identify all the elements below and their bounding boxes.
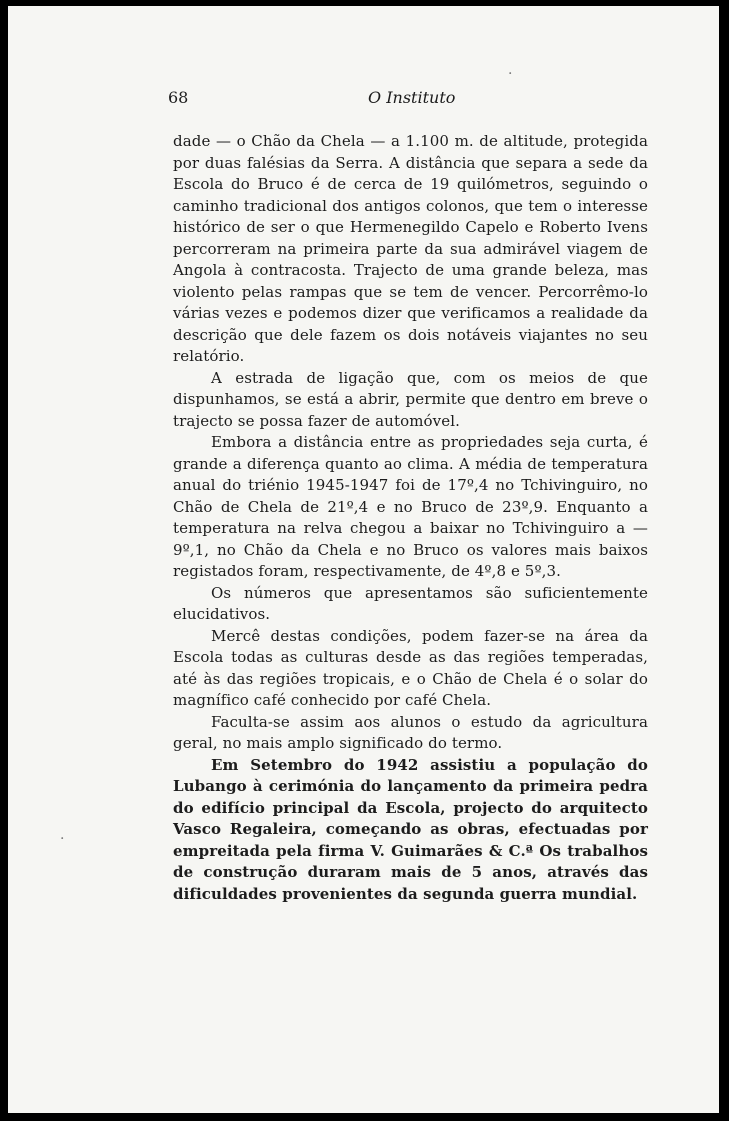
scan-speck: · (508, 66, 513, 82)
paragraph-4: Os números que apresentamos são suficientemente elucidativos. (173, 583, 648, 623)
paragraph-5: Mercê destas condições, podem fazer-se na área da Escola todas as culturas desde as das regiões temperadas, até às das regiões tropicais, e o Chão de Chela é o solar do magnífico café conhecido por café Chela. (173, 626, 648, 709)
scan-speck: · (60, 831, 65, 847)
book-page (8, 6, 719, 1113)
page-number: 68 (168, 88, 189, 107)
paragraph-6: Faculta-se assim aos alunos o estudo da agricultura geral, no mais amplo significado do termo. (173, 712, 648, 752)
journal-title: O Instituto (368, 88, 456, 107)
paragraph-1: dade — o Chão da Chela — a 1.100 m. de altitude, protegida por duas falésias da Serra. A distância que separa a sede da Escola do Bruco é de cerca de 19 quilómetros, seguindo o caminho tradicional dos antigos colonos, que tem o interesse histórico de ser o que Hermenegildo Capelo e Roberto Ivens percorreram na primeira parte da sua admirável viagem de Angola à contracosta. Trajecto de uma grande beleza, mas violento pelas rampas que se tem de vencer. Percorrêmo-lo várias vezes e podemos dizer que verificamos a realidade da descrição que dele fazem os dois notáveis viajantes no seu relatório. (173, 132, 648, 365)
running-head (168, 88, 650, 112)
paragraph-7: Em Setembro do 1942 assistiu a população do Lubango à cerimónia do lançamento da primeira pedra do edifício principal da Escola, projecto do arquitecto Vasco Regaleira, começando as obras, efectuadas por empreitada pela firma V. Guimarães & C.ª Os trabalhos de construção duraram mais de 5 anos, através das dificuldades provenientes da segunda guerra mundial. (173, 755, 648, 903)
paragraph-2: A estrada de ligação que, com os meios de que dispunhamos, se está a abrir, permite que dentro em breve o trajecto se possa fazer de automóvel. (173, 368, 648, 430)
paragraph-3: Embora a distância entre as propriedades seja curta, é grande a diferença quanto ao clima. A média de temperatura anual do triénio 1945-1947 foi de 17º,4 no Tchivinguiro, no Chão de Chela de 21º,4 e no Bruco de 23º,9. Enquanto a temperatura na relva chegou a baixar no Tchivinguiro a —9º,1, no Chão da Chela e no Bruco os valores mais baixos registados foram, respectivamente, de 4º,8 e 5º,3. (173, 433, 648, 580)
body-text (173, 131, 648, 905)
